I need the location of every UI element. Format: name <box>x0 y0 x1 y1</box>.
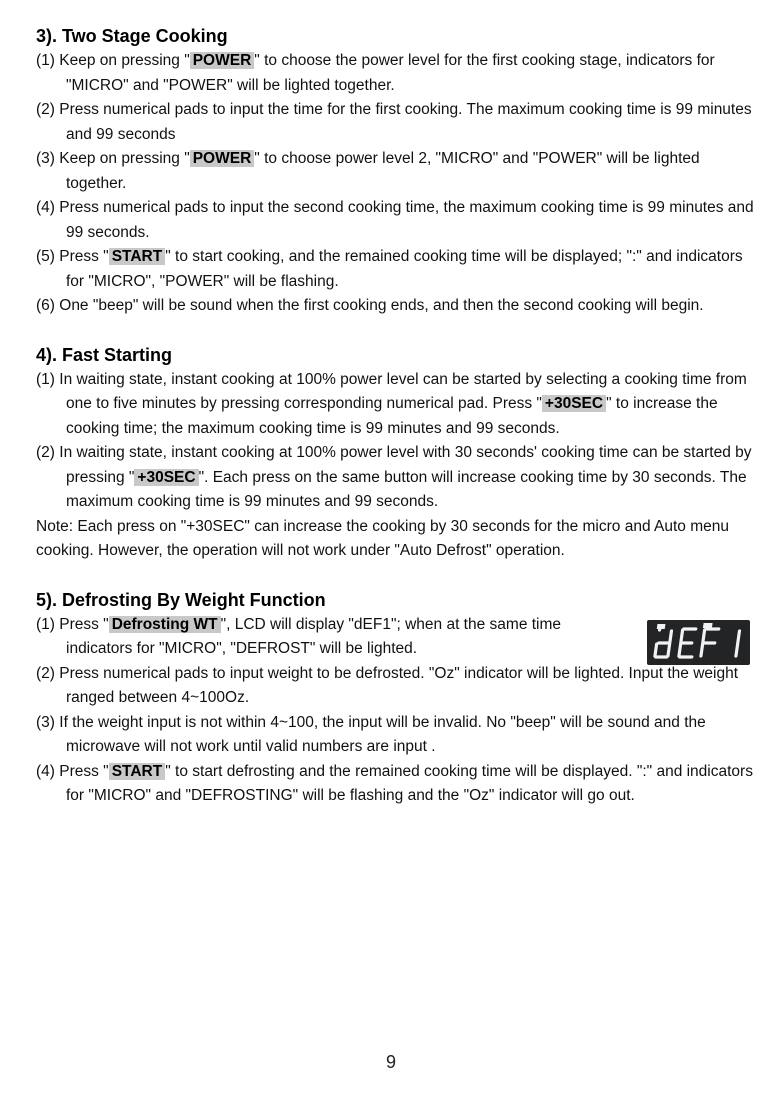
list-item: (6) One "beep" will be sound when the first cooking ends, and then the second cooking will begin. <box>36 297 704 314</box>
list-item: (3) If the weight input is not within 4~100, the input will be invalid. No "beep" will be sound and the microwave will not work until valid numbers are input . <box>36 713 706 755</box>
power-key-label: POWER <box>190 52 255 69</box>
defrosting-wt-key-label: Defrosting WT <box>109 616 221 633</box>
lcd-display <box>647 620 750 665</box>
list-item: (2) Press numerical pads to input weight to be defrosted. "Oz" indicator will be lighted. Input the weight ranged between 4~100Oz. <box>36 664 738 706</box>
section-two-stage-cooking <box>36 24 758 319</box>
note-text: Note: Each press on "+30SEC" can increase the cooking by 30 seconds for the micro and Auto menu cooking. However, the operation will not work under "Auto Defrost" operation. <box>36 517 729 559</box>
section-title: 3). Two Stage Cooking <box>36 26 228 46</box>
start-key-label: START <box>109 763 166 780</box>
page-number: 9 <box>385 1052 396 1072</box>
section-fast-starting <box>36 343 758 564</box>
list-item: (5) Press " START " to start cooking, and the remained cooking time will be displayed; ":" and indicators for "MICRO", "POWER" will be flashing. <box>36 248 743 290</box>
list-item: (2) In waiting state, instant cooking at 100% power level with 30 seconds' cooking time can be started by pressing " +30SEC ". Each press on the same button will increase cooking time by 30 seconds. The maximum cooking time is 99 minutes and 99 seconds. <box>36 444 752 510</box>
list-item: (2) Press numerical pads to input the time for the first cooking. The maximum cooking time is 99 minutes and 99 seconds <box>36 101 752 143</box>
list-item: (1) Keep on pressing " POWER " to choose the power level for the first cooking stage, indicators for "MICRO" and "POWER" will be lighted together. <box>36 52 715 94</box>
list-item: (1) In waiting state, instant cooking at 100% power level can be started by selecting a cooking time from one to five minutes by pressing corresponding numerical pad. Press " +30SEC " to increase the cooking time; the maximum cooking time is 99 minutes and 99 seconds. <box>36 370 747 437</box>
plus-30sec-key-label: +30SEC <box>134 469 198 486</box>
start-key-label: START <box>109 248 166 265</box>
manual-page <box>36 24 758 833</box>
power-key-label: POWER <box>190 150 255 167</box>
list-item: (1) Press " Defrosting WT ", LCD will display "dEF1"; when at the same time indicators for "MICRO", "DEFROST" will be lighted. <box>36 615 562 657</box>
lcd-def1-segments-icon <box>647 620 750 665</box>
list-item: (3) Keep on pressing " POWER " to choose power level 2, "MICRO" and "POWER" will be lighted together. <box>36 150 700 192</box>
list-item: (4) Press " START " to start defrosting and the remained cooking time will be displayed. ":" and indicators for "MICRO" and "DEFROSTING" will be flashing and the "Oz" indicator will go out. <box>36 762 753 804</box>
section-title: 5). Defrosting By Weight Function <box>36 589 326 610</box>
list-item: (4) Press numerical pads to input the second cooking time, the maximum cooking time is 99 minutes and 99 seconds. <box>36 199 754 241</box>
section-defrost-by-weight <box>36 588 758 809</box>
section-title: 4). Fast Starting <box>36 344 173 365</box>
plus-30sec-key-label: +30SEC <box>542 395 606 412</box>
